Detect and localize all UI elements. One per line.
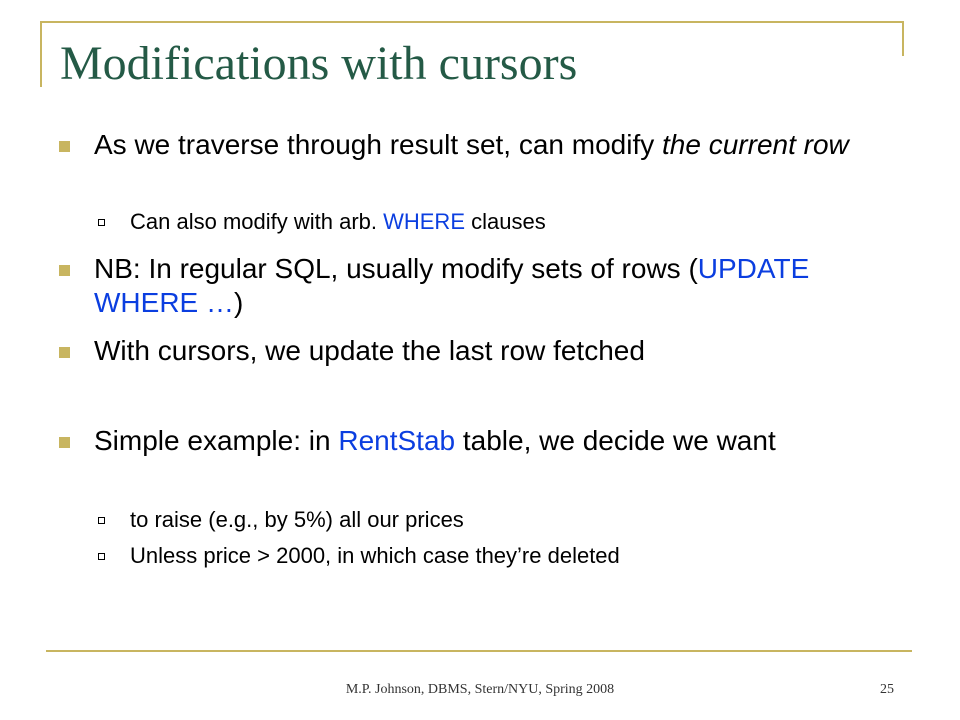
subbullet-unless-price [130, 542, 890, 570]
keyword-update-where: UPDATE WHERE … [94, 253, 810, 318]
bullet-text: With cursors, we update the last row fetched [94, 335, 645, 366]
subbullet-text: Can also modify with arb. [130, 209, 384, 234]
bullet-traverse [94, 128, 894, 162]
square-bullet-icon [59, 265, 70, 276]
subbullet-text: to raise (e.g., by 5%) all our prices [130, 507, 464, 532]
square-bullet-icon [59, 437, 70, 448]
page-number: 25 [880, 682, 894, 697]
square-bullet-icon [59, 141, 70, 152]
square-bullet-icon [59, 347, 70, 358]
bullet-text: Simple example: in [94, 425, 339, 456]
subbullet-raise-prices [130, 506, 890, 534]
subbullet-text-end: clauses [465, 209, 546, 234]
slide-footer: M.P. Johnson, DBMS, Stern/NYU, Spring 2008 [345, 682, 615, 697]
keyword-rentstab: RentStab [338, 425, 456, 456]
subbullet-where [130, 208, 890, 236]
bullet-text: As we traverse through result set, can modify [94, 129, 663, 160]
hollow-square-bullet-icon [98, 517, 105, 524]
bullet-with-cursors [94, 334, 894, 368]
bullet-text-end: table, we decide we want [455, 425, 776, 456]
bullet-text: NB: In regular SQL, usually modify sets of rows ( [94, 253, 698, 284]
frame-bottom-rule [46, 650, 912, 652]
hollow-square-bullet-icon [98, 219, 105, 226]
bullet-simple-example [94, 424, 894, 458]
bullet-regular-sql [94, 252, 894, 320]
bullet-text-end: ) [234, 287, 244, 318]
slide-title: Modifications with cursors [60, 37, 578, 90]
hollow-square-bullet-icon [98, 553, 105, 560]
keyword-where: WHERE [383, 209, 465, 234]
subbullet-text: Unless price > 2000, in which case they’re deleted [130, 543, 620, 568]
bullet-emphasis: the current row [662, 129, 849, 160]
